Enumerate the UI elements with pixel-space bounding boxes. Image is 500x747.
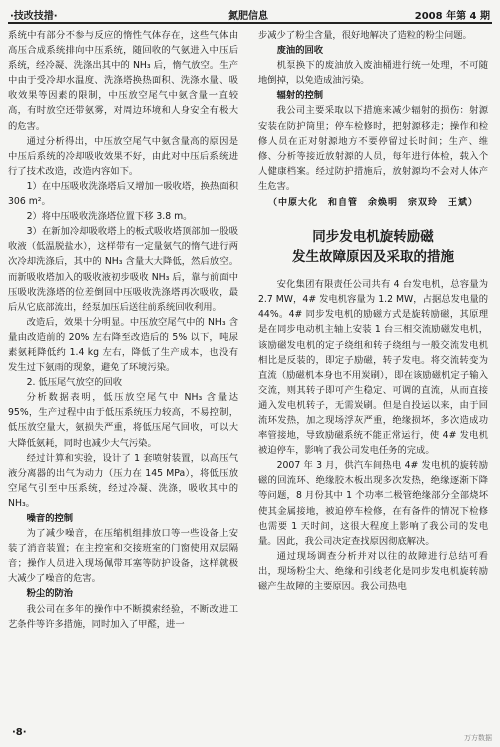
article-title-line2: 发生故障原因及采取的措施 [292,249,454,266]
article-title-line1: 同步发电机旋转励磁 [312,229,434,246]
page-number: ·8· [12,727,27,738]
journal-name: 氮肥信息 [228,11,268,22]
right-column [258,28,488,594]
paragraph: 我公司在多年的操作中不断摸索经验，不断改进工艺条件等许多措施，同时加入了甲醛，进一 [8,603,238,630]
paragraph: 安化集团有限责任公司共有 4 台发电机，总容量为 2.7 MW，4# 发电机容量为 1.2 MW，占据总发电量的 44%。4# 同步发电机的励磁方式是旋转励磁，其原理是在同步电动机主轴上安装 1 台三相交流励磁发电机，该励磁发电机的定子绕组和转子绕组与一般交流发电机相比是反装的，即定子励磁，转子发电。将交流转变为直流（励磁机本身也不用炭刷），即在该励磁机定子输入交流，则其转子即可产生稳定、可调的直流，从而直接通入发电机转子，无需炭刷。但是自投运以来，由于回流环发热，加之现场浮灰严重，绝缘损坏，多次造成功率管接地，导致励磁系统不能正常运行，使 4# 发电机被迫停车，影响了我公司发电任务的完成。 [258,279,488,457]
paragraph: 为了减少噪音，在压缩机组排放口等一些设备上安装了消音装置；在主控室和交接班室的门窗使用双层隔音；操作人员进入现场佩带耳塞等防护设备，这样就极大减少了噪音的危害。 [8,528,238,585]
paragraph: 机泵换下的废油放入废油桶进行统一处理，不可随地倒掉，以免造成油污染。 [258,60,488,87]
watermark: 万方数据 [464,734,492,742]
list-item: 1）在中压吸收洗涤塔后又增加一吸收塔，换热面积 306 m²。 [8,180,238,208]
list-item: 2）将中压吸收洗涤塔位置下移 3.8 m。 [26,211,193,223]
left-column [8,28,238,632]
section-label: ·技改技措· [10,11,58,22]
section-heading-oil: 废油的回收 [276,45,324,57]
paragraph: 步减少了粉尘含量，很好地解决了造粒的粉尘问题。 [258,30,472,41]
issue-label: 2008 年第 4 期 [414,11,490,22]
article-title [258,227,488,267]
paragraph: 系统中有部分不参与反应的惰性气体存在，这些气体由高压合成系统排向中压系统，随回收的气氨进入中压后系统，经冷凝、洗涤出其中的 NH₃ 后，惰气放空。生产中由于受冷却水温度、洗涤塔换热面积、洗涤水量、吸收效果等因素的限制，中压放空尾气中氨含量一直较高，有时放空还带氨雾，对周边环境和人身安全有极大的危害。 [8,30,238,132]
paragraph: 通过现场调查分析并对以往的故障进行总结可看出，现场粉尘大、绝缘和引线老化是同步发电机旋转励磁产生故障的主要原因。我公司热电 [258,550,488,592]
section-heading-dust: 粉尘的防治 [26,588,74,600]
modification-list [8,179,238,315]
paragraph: 改造后，效果十分明显。中压放空尾气中的 NH₃ 含量由改造前的 20% 左右降至改造后的 5% 以下，吨尿素氨耗降低约 1.4 kg 左右，降低了生产成本，也没有发生过下氨雨的现象，避免了环境污染。 [8,316,238,374]
paragraph: 2007 年 3 月，供汽车间热电 4# 发电机的旋转励磁的回流环、绝缘胶木板出现多次发热，绝缘逐渐下降等问题，8 月份其中 1 个功率二极管绝缘部分全部烧坏使其金属接地，被迫停车检修，在有备件的情况下检修也需要 1 天时间，这很大程度上影响了我公司的发电量。因此，我公司决定查找原因彻底解决。 [258,460,488,547]
paragraph: 分析数据表明，低压放空尾气中 NH₃ 含量达 95%，生产过程中由于低压系统压力较高，不易控制，低压放空量大，氨损失严重，将低压尾气回收，可以大大降低氨耗，同时也减少大气污染。 [8,392,238,449]
running-header [8,5,492,24]
subheading: 2. 低压尾气放空的回收 [26,377,123,389]
paragraph: 通过分析得出，中压放空尾气中氨含量高的原因是中压后系统的冷却吸收效果不好，由此对中压后系统进行了技术改造，改造内容如下。 [8,135,238,177]
paragraph: 经过计算和实验，设计了 1 套喷射装置，以高压气液分离器的出气为动力（压力在 145 MPa），将低压放空尾气引至中压系统，经过冷凝、洗涤，吸收其中的 NH₃。 [8,452,238,509]
section-heading-noise: 噪音的控制 [26,513,74,524]
paragraph: 我公司主要采取以下措施来减少辐射的损伤：射源安装在防护筒里；停车检修时，把射源移走；操作和检修人员在正对射源地方不要停留过长时间；生产、维修、分析等接近放射源的人员，每年进行体检，载入个人健康档案。经过防护措施后，放射源均不会对人体产生危害。 [258,105,488,192]
list-item: 3）在新加冷却吸收塔上的板式吸收塔顶部加一股吸收液（低温脱盐水），这样带有一定量氨气的惰气进行两次冷却洗涤后，其中的 NH₃ 含量大大降低，然后放空。而新吸收塔加入的吸收液初步吸收 NH₃ 后，靠与前面中压吸收洗涤塔的位差倒回中压吸收洗涤塔再次吸收，最后从它底部流出，经泵加压后送往前系统回收利用。 [8,226,238,313]
section-heading-radiation: 辐射的控制 [276,90,324,102]
author-line: （中原大化 和自管 余焕明 宗双玲 王斌） [267,198,478,209]
